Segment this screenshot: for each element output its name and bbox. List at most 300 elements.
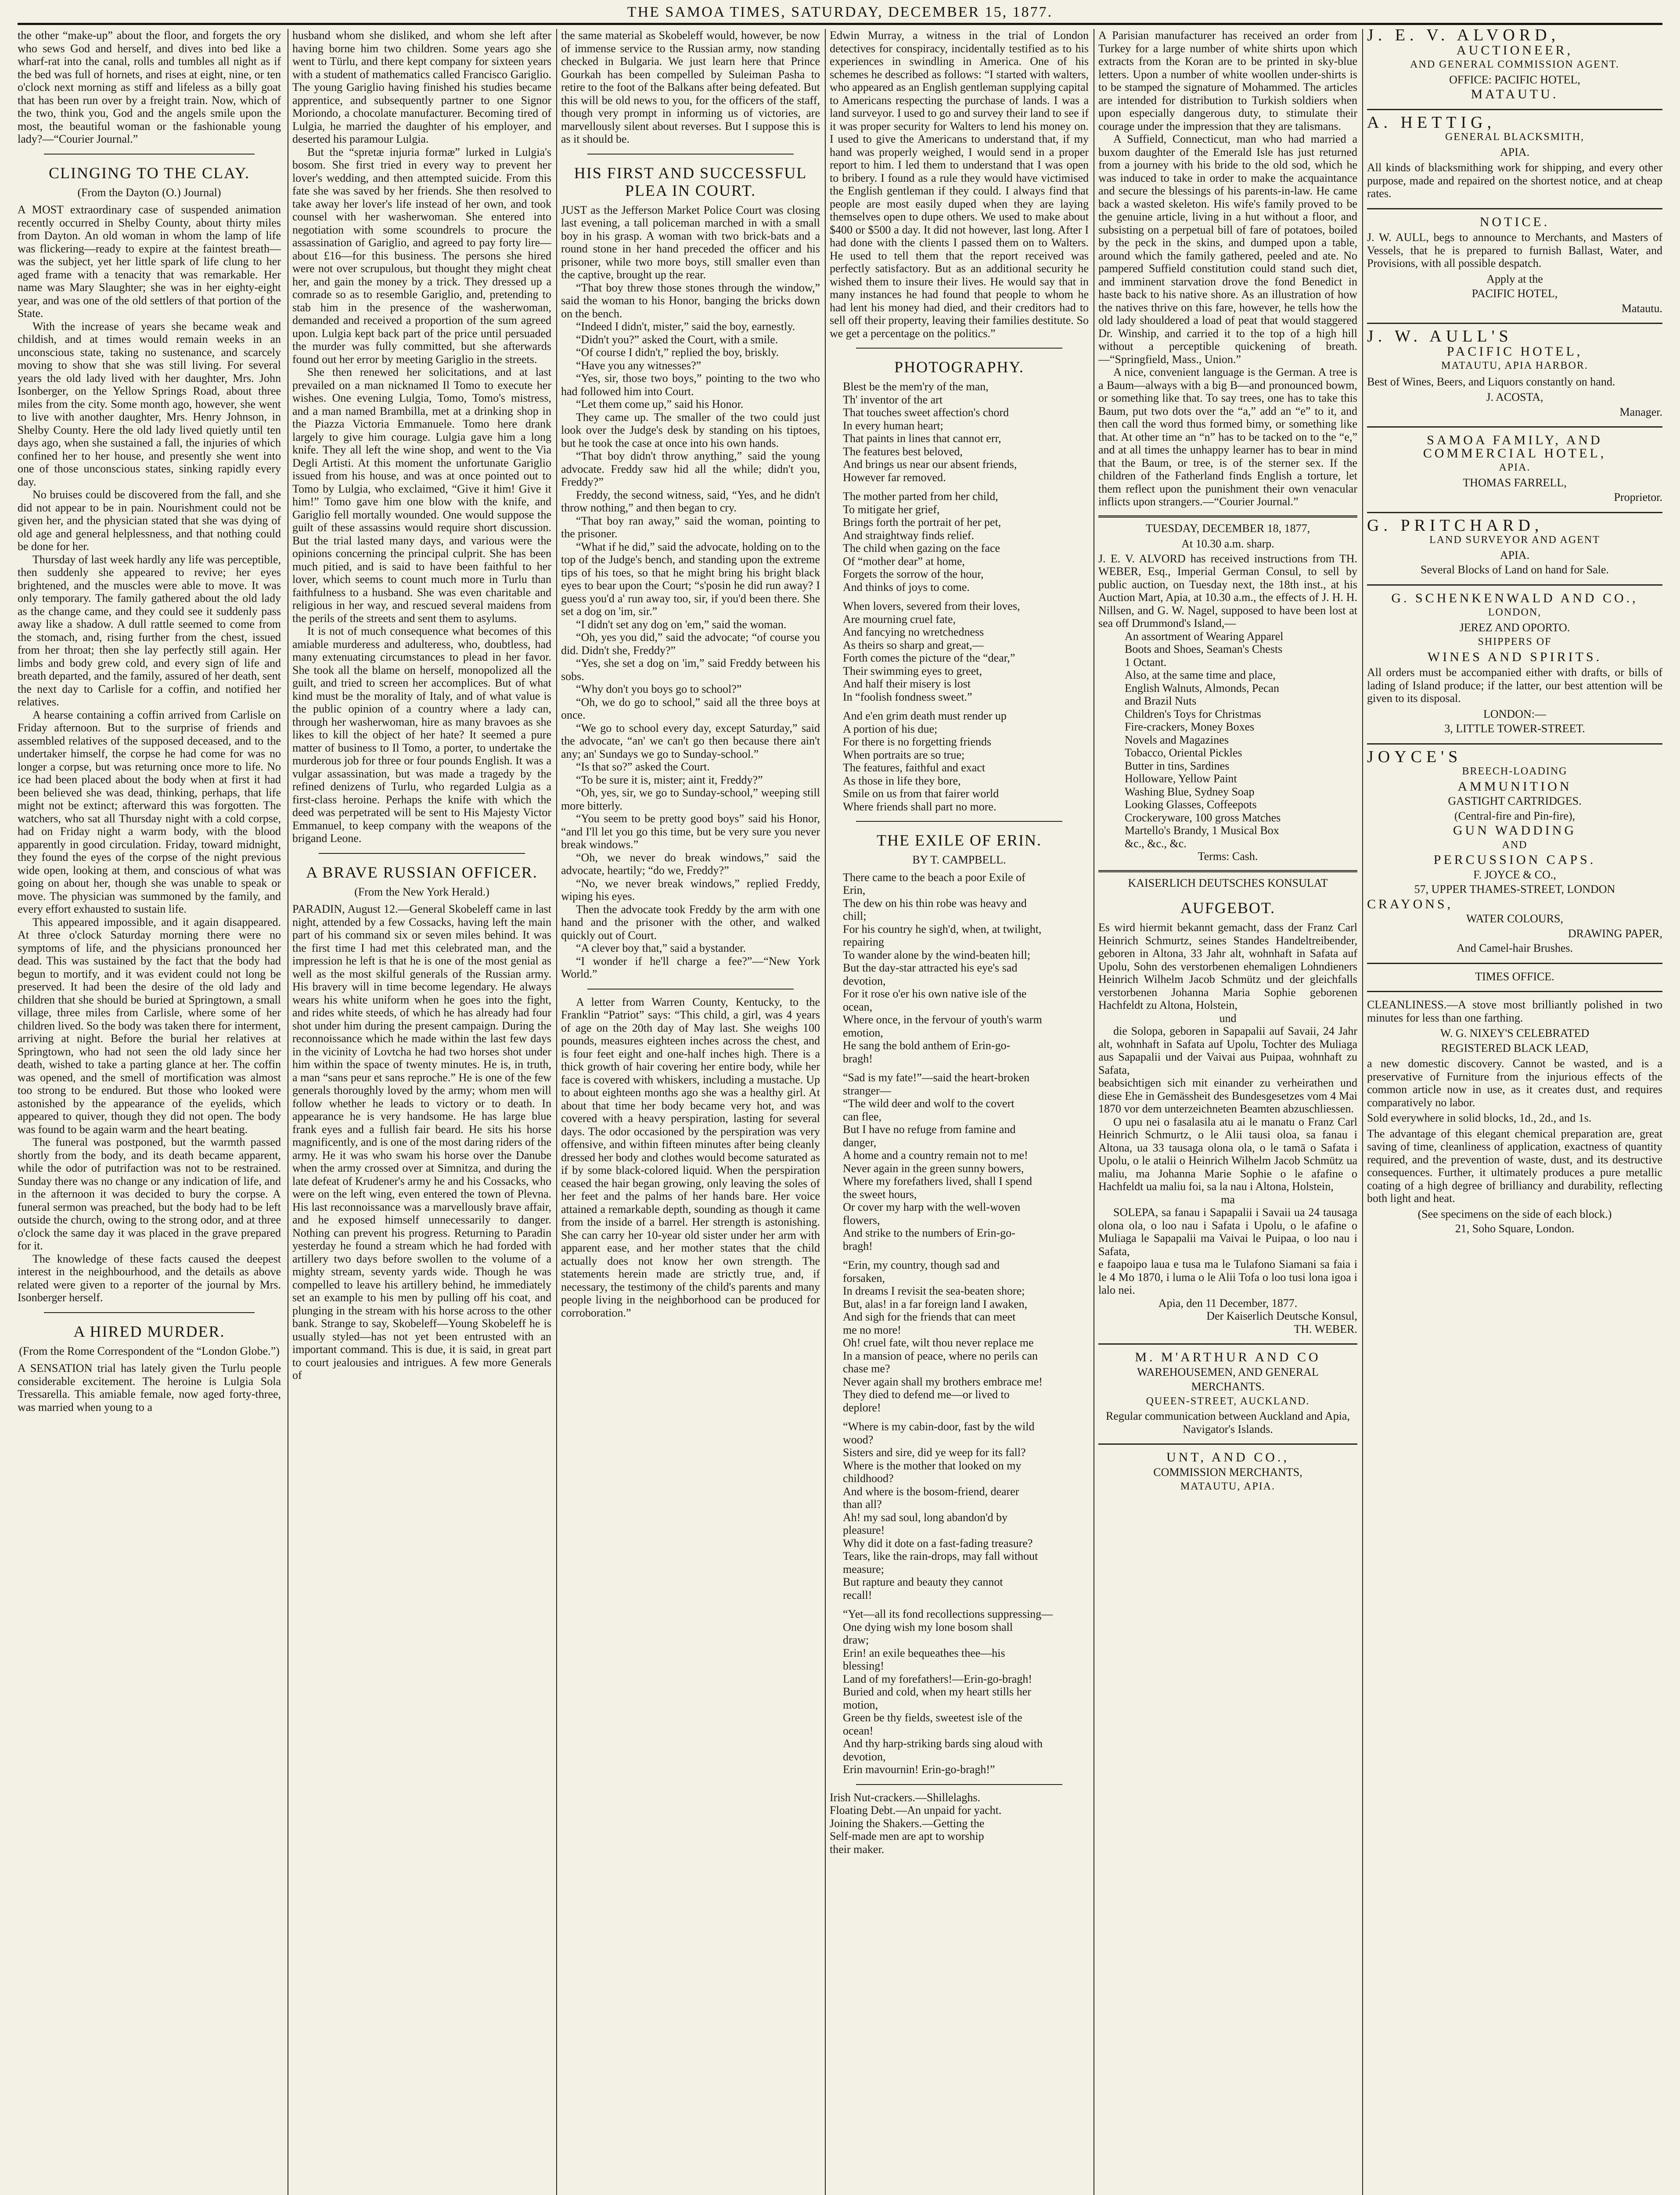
poem-title: THE EXILE OF ERIN.: [877, 831, 1042, 849]
divider: [1098, 1443, 1357, 1445]
sale-item: Martello's Brandy, 1 Musical Box: [1125, 824, 1279, 837]
ad-line: PERCUSSION CAPS.: [1433, 853, 1596, 867]
verse-line: devotion,: [843, 1750, 886, 1763]
ad-name: J. E. V. ALVORD,: [1367, 29, 1560, 44]
ad-line: AMMUNITION: [1457, 779, 1572, 794]
paragraph: “To be sure it is, mister; aint it, Freddy?”: [576, 773, 763, 786]
verse-line: That paints in lines that cannot err,: [843, 432, 1001, 445]
ad-text: CLEANLINESS.—A stove most brilliantly polished in two minutes for less than one farthing.: [1367, 998, 1662, 1024]
paragraph: They came up. The smaller of the two could just look over the Judge's desk by standing on his tiptoes, but he took the case at once into his own hands.: [561, 410, 820, 450]
ad-text: All kinds of blacksmithing work for shipping, and every other purpose, made and repaired on the shortest notice, and at cheap rates.: [1367, 161, 1662, 200]
ad-line: PACIFIC HOTEL,: [1471, 287, 1558, 300]
verse-line: But, alas! in a far foreign land I awaken,: [843, 1297, 1028, 1310]
divider: [1367, 991, 1662, 992]
article-source: (From the Dayton (O.) Journal): [77, 186, 221, 199]
stanza: [843, 1259, 1089, 1414]
ad-line: AUCTIONEER,: [1456, 43, 1573, 58]
verse-line: Buried and cold, when my heart stills her: [843, 1685, 1031, 1698]
signature-place: Apia, den 11 December, 1877.: [1158, 1296, 1298, 1310]
paragraph: “Oh, we never do break windows,” said the advocate, heartily; “do we, Freddy?”: [561, 851, 820, 877]
verse-line: Of “mother dear” at home,: [843, 554, 965, 568]
verse-line: ocean,: [843, 1000, 873, 1013]
ad-line: REGISTERED BLACK LEAD,: [1441, 1041, 1589, 1054]
divider: [1367, 208, 1662, 209]
ad-line: AND: [1502, 839, 1528, 851]
sale-item: Washing Blue, Sydney Soap: [1125, 785, 1255, 798]
verse-line: And strike to the numbers of Erin-go-: [843, 1227, 1015, 1239]
ad-address: 21, Soho Square, London.: [1455, 1222, 1575, 1235]
conjunction: und: [1219, 1011, 1237, 1025]
article-source: (From the Rome Correspondent of the “London Globe.”): [19, 1344, 280, 1357]
ad-text: J. W. AULL, begs to announce to Merchants, and Masters of Vessels, that he is prepared to furnish Ballast, Water, and Provisions, with all possible despatch.: [1367, 231, 1662, 270]
sale-notice: J. E. V. ALVORD has received instructions from TH. WEBER, Esq., Imperial German Consul, to sell by public auction, on Tuesday next, the 18th inst., at his Auction Mart, Apia, at 10.30 a.m., the effects of J. H. H. Nillsen, and G. W. Nagel, supposed to have been lost at sea off Drummond's Island,—: [1098, 552, 1357, 630]
ad-schenkenwald: [1367, 592, 1662, 735]
masthead-rule: [18, 23, 1662, 25]
ad-line: GUN WADDING: [1453, 823, 1577, 838]
column-rule: [556, 29, 557, 2195]
verse-line: childhood?: [843, 1472, 894, 1485]
verse-line: pleasure!: [843, 1524, 885, 1536]
verse-line: Tears, like the rain-drops, may fall without: [843, 1550, 1038, 1562]
ad-name: G. SCHENKENWALD AND CO.,: [1391, 590, 1638, 605]
verse-line: bragh!: [843, 1052, 873, 1065]
verse-line: And where is the bosom-friend, dearer: [843, 1485, 1019, 1498]
verse-line: me no more!: [843, 1323, 901, 1336]
ad-pritchard: [1367, 516, 1662, 576]
ad-text: a new domestic discovery. Cannot be wasted, and is a preservative of Furniture from the injurious effects of the common article now in use, as it creates dust, and requires comparatively no labor.: [1367, 1057, 1662, 1109]
ad-line: Manager.: [1619, 405, 1662, 418]
paragraph: Thursday of last week hardly any life was perceptible, then suddenly she appeared to revive; her eyes brightened, and the muscles were able to move. It was only temporary. The family gathered about the old lady as the change came, and they could see it suddenly pass away like a shadow. A dull rattle seemed to come from the stomach, and, rising further from the chest, issued from her throat; then she lay perfectly still again. Her limbs and body grew cold, and every sign of life and breath departed, and the family, assured of her death, sent the next day to Carlisle for a coffin, and notified her relatives.: [18, 553, 281, 708]
verse-line: Th' inventor of the art: [843, 393, 943, 406]
sale-item: Butter in tins, Sardines: [1125, 759, 1230, 772]
samoan-notice: SOLEPA, sa fanau i Sapapalii i Savaii ua 24 tausaga olona ola, o loo nau i Safata i Upolu, o le afafine o Muliaga le Sapapalii ma Vaivai le Puipaa, o loo nau i Safata,: [1098, 1206, 1357, 1258]
ad-line: (See specimens on the side of each block.): [1417, 1207, 1612, 1220]
ad-times-office: [1367, 970, 1662, 983]
german-notice: Es wird hiermit bekannt gemacht, dass der Franz Carl Heinrich Schmurtz, seines Standes Handeltreibender, geboren in Altona, 33 Jahr alt, wohnhaft in Safata auf Upolu, Sohn des verstorbenen ehemaligen Lohndieners Heinrich Wilhelm Jacob Schmütz und der gleichfalls verstorbenen Johanna Maria Sophie geborenen Hachfeldt zu Altona, Holstein,: [1098, 921, 1357, 1011]
verse-line: And thy harp-striking bards sing aloud with: [843, 1737, 1043, 1750]
ad-address: MATAUTU, APIA.: [1180, 1481, 1276, 1492]
article-clinging: [18, 203, 281, 1304]
verse-line: chase me?: [843, 1362, 890, 1375]
paragraph: “You seem to be pretty good boys” said his Honor, “and I'll let you go this time, but be very sure you never break windows.”: [561, 812, 820, 851]
article-continuation: [18, 29, 281, 146]
verse-line: Are mourning cruel fate,: [843, 612, 956, 626]
german-notice: die Solopa, geboren in Sapapalii auf Savaii, 24 Jahr alt, wohnhaft in Safata auf Upolu, Tochter des Muliaga aus Sapapalii und der Vaivai aus Puipaa, wohnhaft zu Safata,: [1098, 1025, 1357, 1076]
ad-name: UNT, AND CO.,: [1166, 1450, 1289, 1465]
verse-line: But I have no refuge from famine and: [843, 1123, 1016, 1136]
poem-exile: [843, 871, 1089, 1776]
paragraph: The knowledge of these facts caused the deepest interest in the neighbourhood, and the details as above related were given to a reporter of the journal by Mrs. Isonberger herself.: [18, 1252, 281, 1304]
verse-line: To wander alone by the wind-beaten hill;: [843, 948, 1031, 961]
sale-item: Boots and Shoes, Seaman's Chests: [1125, 643, 1283, 655]
sale-date: TUESDAY, DECEMBER 18, 1877,: [1145, 522, 1310, 535]
ad-crayons: [1367, 898, 1662, 955]
column-1: [18, 29, 281, 2195]
ad-aull: [1367, 327, 1662, 418]
paragraph: “Oh, yes you did,” said the advocate; “of course you did. Didn't she, Freddy?”: [561, 631, 820, 657]
ad-joyce: [1367, 747, 1662, 896]
article-plea: [561, 204, 820, 981]
paragraph: “Why don't you boys go to school?”: [576, 683, 742, 695]
verse-line: stranger—: [843, 1084, 891, 1097]
verse-line: One dying wish my lone bosom shall: [843, 1620, 1013, 1634]
stanza: [843, 871, 1089, 1065]
paragraph: “A clever boy that,” said a bystander.: [576, 942, 746, 954]
verse-line: Forth comes the picture of the “dear,”: [843, 651, 1015, 664]
verse-line: Blest be the mem'ry of the man,: [843, 380, 989, 393]
ad-line: LONDON,: [1488, 607, 1542, 618]
sale-item: Tobacco, Oriental Pickles: [1125, 746, 1242, 759]
ad-line: Matautu.: [1621, 302, 1662, 315]
verse-line: As those in life they bore,: [843, 774, 961, 787]
verse-line: And fancying no wretchedness: [843, 626, 984, 638]
ad-text: All orders must be accompanied either with drafts, or bills of lading of Island produce; if the latter, our best attention will be given to its disposal.: [1367, 666, 1662, 705]
poem-photography: [843, 380, 1089, 813]
ad-name: G. PRITCHARD,: [1367, 516, 1543, 535]
divider: [1367, 512, 1662, 513]
verse-line: Forgets the sorrow of the hour,: [843, 568, 984, 580]
ad-line: 57, UPPER THAMES-STREET, LONDON: [1414, 883, 1615, 896]
sale-item: Crockeryware, 100 gross Matches: [1125, 811, 1281, 824]
ad-line: JEREZ AND OPORTO.: [1459, 621, 1570, 634]
stanza: [843, 1420, 1089, 1601]
verse-line: And brings us near our absent friends,: [843, 458, 1017, 471]
article-title: CLINGING TO THE CLAY.: [48, 164, 250, 182]
paragraph: A MOST extraordinary case of suspended animation recently occurred in Shelby County, about thirty miles from Dayton. An old woman in whom the lamp of life was flickering—ready to expire at the faintest breath—was the subject, yet her little spark of life clung to her aged frame with a tenacity that was remarkable. Her name was Mary Slaughter; she was in her eighty-eight year, and was one of the old settlers of that portion of the State.: [18, 203, 281, 320]
ad-line: LAND SURVEYOR AND AGENT: [1429, 534, 1600, 546]
verse-line: For his country he sigh'd, when, at twilight,: [843, 922, 1042, 936]
short-item: Floating Debt.—An unpaid for yacht.: [830, 1804, 1002, 1817]
samoan-notice: O upu nei o fasalasila atu ai le manatu o Franz Carl Heinrich Schmurtz, o le Alii tausi oloa, sa fanau i Altona, ua 33 tausaga olona ola, o le tamā o Safata i Upolu, o le atalii o Heinrich Wilhelm Jacob Schmütz ua maliu, ma Johanna Marie Sophie o le afafine o Hachfeldt ua maliu foi, sa la nau i Altona, Holstein,: [1098, 1115, 1357, 1193]
stanza: [843, 490, 1089, 594]
verse-line: They died to defend me—or lived to: [843, 1388, 1010, 1401]
ad-line: Regular communication between Auckland and Apia, Navigator's Islands.: [1106, 1410, 1350, 1436]
stanza: [843, 600, 1089, 703]
paragraph: A SENSATION trial has lately given the Turlu people considerable excitement. The heroine is Lulgia Sola Tressarella. This amiable female, now aged forty-three, was married when young to a: [18, 1362, 281, 1414]
verse-line: Their swimming eyes to greet,: [843, 664, 982, 677]
verse-line: Erin! an exile bequeathes thee—his: [843, 1646, 1005, 1659]
paragraph: “What if he did,” said the advocate, holding on to the top of the Judge's bench, and standing upon the extreme tips of his toes, so that he might bring his bright black eyes to bear upon the Court; “s'posin he did run away? I guess you'd a' run away too, sir, if you'd been there. She set a dog on 'im, sir.”: [561, 540, 820, 618]
ad-line: COMMISSION MERCHANTS,: [1153, 1465, 1302, 1479]
konsulat-title: KAISERLICH DEUTSCHES KONSULAT: [1128, 876, 1328, 889]
ad-alvord: [1367, 29, 1662, 101]
divider: [856, 1784, 1062, 1785]
ad-line: PACIFIC HOTEL,: [1446, 344, 1583, 359]
verse-line: But rapture and beauty they cannot: [843, 1576, 1003, 1588]
divider: [1098, 515, 1357, 518]
paragraph: “Oh, yes, sir, we go to Sunday-school,” weeping still more bitterly.: [561, 786, 820, 812]
verse-line: blessing!: [843, 1659, 884, 1672]
verse-line: repairing: [843, 936, 884, 948]
verse-line: Where is the mother that looked on my: [843, 1459, 1022, 1472]
verse-line: However far removed.: [843, 471, 946, 484]
stanza: [843, 1071, 1089, 1252]
paragraph: “Let them come up,” said his Honor.: [576, 398, 744, 410]
paragraph: “Oh, we do go to school,” said all the three boys at once.: [561, 695, 820, 721]
conjunction: ma: [1221, 1193, 1235, 1206]
verse-line: To mitigate her grief,: [843, 503, 940, 516]
divider: [587, 154, 794, 155]
divider: [856, 348, 1062, 349]
signature-office: Der Kaiserlich Deutsche Konsul,: [1206, 1310, 1357, 1322]
paragraph: The funeral was postponed, but the warmth passed shortly from the body, and its death became apparent, while the odor of putrifaction was not to be restrained. Sunday there was no change or any indication of life, and in the afternoon it was decided to bury the corpse. A funeral sermon was preached, but the body had to be left outside the church, owing to the strong odor, and at three o'clock the same day it was placed in the grave prepared for it.: [18, 1136, 281, 1252]
verse-line: “Sad is my fate!”—said the heart-broken: [843, 1071, 1030, 1084]
ad-text: Best of Wines, Beers, and Liquors constantly on hand.: [1367, 375, 1615, 388]
ad-line: WAREHOUSEMEN, AND GENERAL: [1137, 1365, 1319, 1378]
column-4: [830, 29, 1089, 2195]
verse-line: Never again shall my brothers embrace me!: [843, 1375, 1043, 1388]
short-item: Self-made men are apt to worship: [830, 1830, 984, 1842]
paragraph: Freddy, the second witness, said, “Yes, and he didn't throw nothing,” and then began to cry.: [561, 488, 820, 514]
paragraph: She then renewed her solicitations, and at last prevailed on a man nicknamed Il Tomo to execute her wishes. One evening Lulgia, Tomo, Tomo's mistress, and a man named Brambilla, met at a drinking shop in the Piazza Victoria Emmanuele. Tomo here drank largely to give him courage. Lulgia gave him a long knife. They all left the wine shop, and went to the Via Degli Artisti. At this moment the unfortunate Gariglio issued from his house, and was at once pointed out to Tomo by Lulgia, who exclaimed, “Give it him! Give it him!” Tomo gave him one blow with the knife, and Gariglio fell mortally wounded. One would suppose the guilt of these assassins would require short discussion. But the trial lasted many days, and various were the opinions concerning the principal culprit. She has been much pitied, and is said to have been faithful to her lover, which seems to count much more in Turlu than faithfulness to a husband. She was even charitable and religious in her way, and rescued several maidens from the perils of the streets and sent them to asylums.: [292, 366, 551, 625]
ad-line: APIA.: [1499, 462, 1531, 473]
ad-name: SAMOA FAMILY, AND COMMERCIAL HOTEL,: [1423, 433, 1607, 461]
ad-line: GASTIGHT CARTRIDGES.: [1448, 795, 1582, 807]
paragraph: This appeared impossible, and it again disappeared. At three o'clock Saturday morning there were no symptoms of life, and the physicians pronounced her dead. This was sustained by the fact that the body had begun to mortify, and it was evident could not long be preserved. It had been the desire of the old lady and children that she should be buried at Springtown, a small village, three miles from Carlisle, where some of her children lived. So the body was taken there for interment, arriving at night. Before the burial her relatives at Springtown, who had not seen the old lady since her death, wished to take a parting glance at her. The coffin was opened, and the smell of mortification was almost too strong to be endured. But those who looked were astonished by the appearance of the eyelids, which appeared to quiver, though they did not open. The body was found to be again warm and the heart beating.: [18, 915, 281, 1136]
paragraph: “I didn't set any dog on 'em,” said the woman.: [576, 618, 787, 631]
verse-line: Or cover my harp with the well-woven: [843, 1201, 1021, 1213]
verse-line: ocean!: [843, 1724, 874, 1737]
verse-line: bragh!: [843, 1239, 873, 1252]
german-notice: beabsichtigen sich mit einander zu verheirathen und diese Ehe in Gemässheit des Bundesgesetzes vom 4 Mai 1870 vor dem unterzeichneten Beamten abzuschliessen.: [1098, 1076, 1357, 1115]
verse-line: But the day-star attracted his eye's sad: [843, 961, 1018, 974]
verse-line: chill;: [843, 910, 867, 922]
ad-line: J. ACOSTA,: [1486, 391, 1543, 403]
ad-text: The advantage of this elegant chemical preparation are, great saving of time, cleanliness of application, exactness of quantity required, and the prevention of waste, dust, and its destructive consequences. Further, it ultimately produces a pure metallic coating of a high degree of brilliancy and durability, reflecting both light and heat.: [1367, 1127, 1662, 1205]
paragraph: “That boy ran away,” said the woman, pointing to the prisoner.: [561, 514, 820, 540]
ad-line: F. JOYCE & CO.,: [1473, 868, 1556, 881]
verse-line: And e'en grim death must render up: [843, 709, 1007, 722]
article-title: A HIRED MURDER.: [73, 1322, 225, 1340]
verse-line: He sang the bold anthem of Erin-go-: [843, 1039, 1011, 1052]
verse-line: Never again in the green sunny bowers,: [843, 1162, 1024, 1175]
column-3: [561, 29, 820, 2195]
paragraph: “Is that so?” asked the Court.: [576, 760, 710, 773]
verse-line: For there is no forgetting friends: [843, 735, 992, 748]
verse-line: flowers,: [843, 1213, 880, 1227]
sale-terms: Terms: Cash.: [1198, 850, 1258, 863]
divider: [856, 821, 1062, 822]
ad-line: MATAUTU.: [1471, 87, 1559, 101]
verse-line: Brings forth the portrait of her pet,: [843, 516, 1001, 529]
divider: [1367, 743, 1662, 745]
verse-line: And thinks of joys to come.: [843, 580, 970, 594]
stanza: [843, 709, 1089, 813]
column-2: [292, 29, 551, 2195]
verse-line: The dew on his thin robe was heavy and: [843, 896, 1027, 910]
ad-samoa-hotel: [1367, 434, 1662, 504]
paragraph: “That boy threw those stones through the window,” said the woman to his Honor, banging the bricks down on the bench.: [561, 281, 820, 320]
short-item: Joining the Shakers.—Getting the: [830, 1817, 985, 1830]
verse-line: That touches sweet affection's chord: [843, 406, 1009, 419]
sale-item: Fire-crackers, Money Boxes: [1125, 720, 1255, 733]
divider: [1367, 109, 1662, 110]
sale-item: An assortment of Wearing Apparel: [1125, 630, 1284, 643]
paragraph: A Suffield, Connecticut, man who had married a buxom daughter of the Emerald Isle has just returned from a journey with his bride to the old sod, which he was induced to take in order to make the acquaintance and secure the blessings of his parents-in-law. He came back a wasted skeleton. His wife's family proved to be the genuine article, living in a hut without a floor, and subsisting on a perpetual bill of fare of potatoes, boiled by the peck in the skins, and dumped upon a table, around which the family gathered, peeled and ate. No pampered Suffield constitution could stand such diet, and imminent starvation drove the fond Benedict in haste back to his native shore. As an illustration of how the natives thrive on this fare, however, he tells how the old lady shouldered a load of peat that would staggered Dr. Winship, and carried it to the top of a high hill without a perceptible quickening of breath.—“Springfield, Mass., Union.”: [1098, 133, 1357, 366]
masthead: THE SAMOA TIMES, SATURDAY, DECEMBER 15, 1877.: [627, 4, 1053, 20]
ad-line: WINES AND SPIRITS.: [1427, 649, 1602, 664]
paragraph: husband whom she disliked, and whom she left after having borne him two children. Some years ago she went to Türlu, and there kept company for sixteen years with a student of mathematics called Francisco Gariglio. The young Gariglio having finished his studies became apprentice, and subsequently partner to one Signor Moriondo, a chocolate manufacturer. Becoming tired of Lulgia, he married the daughter of his employer, and deserted his paramour Lulgia.: [292, 29, 551, 145]
verse-line: In “foolish fondness sweet.”: [843, 690, 972, 703]
ad-name: CRAYONS,: [1367, 896, 1453, 911]
paragraph: the other “make-up” about the floor, and forgets the ory who sews God and herself, and dives into bed like a wharf-rat into the canal, rolls and tumbles all night as if the bed was full of hornets, and rises at eight, nine, or ten o'clock next morning as stiff and lifeless as a billy goat that has been run over by a freight train. Now, which of the two, think you, God and the angels smile upon the most, the beautiful woman or the fashionable young lady?—“Courier Journal.”: [18, 29, 281, 145]
verse-line: Where my forefathers lived, shall I spend: [843, 1175, 1032, 1187]
column-rule: [825, 29, 826, 2195]
paragraph: “Indeed I didn't, mister,” said the boy, earnestly.: [576, 320, 795, 333]
short-item: Irish Nut-crackers.—Shillelaghs.: [830, 1791, 980, 1804]
column-6-ads: [1367, 29, 1662, 2195]
verse-line: motion,: [843, 1698, 878, 1711]
aufgebot-title: AUFGEBOT.: [1180, 899, 1276, 917]
verse-line: The child when gazing on the face: [843, 542, 1000, 554]
ad-title: NOTICE.: [1479, 214, 1550, 229]
article-source: (From the New York Herald.): [354, 885, 489, 898]
sale-item: Novels and Magazines: [1125, 733, 1229, 746]
divider: [1098, 1343, 1357, 1345]
paragraph: “Of course I didn't,” replied the boy, briskly.: [576, 346, 779, 359]
divider: [319, 853, 525, 854]
paragraph: the same material as Skobeleff would, however, be now of immense service to the Russian army, now standing checked in Bulgaria. We just learn here that Prince Gourkah has been compelled by Suleiman Pasha to retire to the foot of the Balkans after being defeated. But this will be old news to you, for the officers of the staff, though very prompt in informing us of victories, are marvellously silent about reverses. But I suppose this is as it should be.: [561, 29, 820, 145]
verse-line: A portion of his due;: [843, 722, 938, 735]
verse-line: And straightway finds relief.: [843, 529, 974, 542]
verse-line: than all?: [843, 1498, 882, 1511]
ad-line: THOMAS FARRELL,: [1463, 476, 1567, 489]
samoan-notice: e faapoipo laua e tusa ma le Tulafono Siamani sa faia i le 4 Mo 1870, i luma o le Alii Tofa o loo tusi lona igoa i lalo nei.: [1098, 1258, 1357, 1296]
ad-name: M. M'ARTHUR AND CO: [1135, 1350, 1321, 1364]
verse-line: can flee,: [843, 1110, 882, 1123]
verse-line: “Erin, my country, though sad and: [843, 1259, 1000, 1271]
paragraph: A letter from Warren County, Kentucky, to the Franklin “Patriot” says: “This child, a girl, was 4 years of age on the 20th day of May last. She weighs 100 pounds, measures eighteen inches across the chest, and is four feet eight and one-half inches high. There is a thick growth of hair covering her entire body, while her face is covered with whiskers, including a mustache. Up to about eighteen months ago she was a healthy girl. At about that time her body became very hot, and was covered with a heavy perspiration, lasting for several days. The odor occasioned by the perspiration was very offensive, and within fifteen minutes after being cleanly dressed her body and clothes would become saturated as if by some black-colored liquid. When the perspiration ceased the hair began growing, only leaving the soles of her feet and the palms of her hands bare. Her voice attained a remarkable depth, sounding as though it came from the inside of a barrel. Her strength is astonishing. She can carry her 10-year old sister under her arm with apparent ease, and her mother states that the child actually does not know her own strength. The statements herein made are strictly true, and, if necessary, the testimony of the child's parents and many people living in the neighborhood can be produced for corroboration.”: [561, 995, 820, 1319]
paragraph: A Parisian manufacturer has received an order from Turkey for a large number of white shirts upon which extracts from the Koran are to be printed in sky-blue letters. Upon a number of white woollen under-shirts is to be stamped the signature of Mohammed. The articles are intended for distribution to Turkish soldiers when upon especially dangerous duty, to stimulate their courage under the impression that they are talismans.: [1098, 29, 1357, 133]
ad-text: Sold everywhere in solid blocks, 1d., 2d., and 1s.: [1367, 1112, 1592, 1124]
verse-line: Erin mavournin! Erin-go-bragh!”: [843, 1763, 995, 1776]
divider: [1367, 323, 1662, 324]
ad-line: MATAUTU, APIA HARBOR.: [1441, 360, 1588, 371]
paragraph: A nice, convenient language is the German. A tree is a Baum—always with a big B—and pronounced bowm, or something like that. To say trees, one has to take this Baum, put two dots over the “a,” add an “e” to it, and then call the word thus formed bimy, or something like that. At other time an “n” has to be tacked on to the “e,” and at all times the unhappy learner has to bear in mind that the Baum, or tree, is of the sterner sex. If the children of the Fatherland finds English a torture, let them reflect upon the punishment their own venacular inflicts upon strangers.—“Courier Journal.”: [1098, 366, 1357, 508]
sale-item: English Walnuts, Almonds, Pecan: [1125, 681, 1280, 694]
signature-name: TH. WEBER.: [1294, 1322, 1357, 1335]
verse-line: The mother parted from her child,: [843, 490, 998, 503]
ad-mcarthur: [1098, 1351, 1357, 1436]
verse-line: When lovers, severed from their loves,: [843, 600, 1020, 612]
ad-name: JOYCE'S: [1367, 747, 1462, 766]
verse-line: There came to the beach a poor Exile of: [843, 871, 1025, 884]
verse-line: The features best beloved,: [843, 445, 963, 458]
verse-line: And sigh for the friends that can meet: [843, 1310, 1016, 1323]
poem-title: PHOTOGRAPHY.: [894, 358, 1024, 376]
ad-line: W. G. NIXEY'S CELEBRATED: [1440, 1027, 1590, 1040]
ad-line: (Central-fire and Pin-fire),: [1454, 809, 1576, 822]
short-items: [830, 1791, 1089, 1856]
verse-line: When portraits are so true;: [843, 748, 965, 761]
column-5: [1098, 29, 1357, 2195]
ad-title: TIMES OFFICE.: [1475, 970, 1554, 983]
column-rule: [1362, 29, 1363, 2195]
verse-line: devotion,: [843, 974, 886, 987]
paragraph: No bruises could be discovered from the fall, and she did not appear to be in pain. Nourishment could not be given her, and the physician stated that she was dying of old age and general helplessness, and that nothing could be done for her.: [18, 488, 281, 553]
paragraph: A hearse containing a coffin arrived from Carlisle on Friday afternoon. But to the surprise of friends and assembled relatives of the supposed deceased, and to the undertaker himself, the corpse he had come for was no longer a corpse, but was returning once more to life. No ice had been placed about the body when at first it had been believed she was dead, thinking, perhaps, that life might not be extinct; afterward this was forgotten. The watchers, who sat all Thursday night with a cold corpse, had on Friday night a warm body, with the blood apparently in good circulation. Friday, toward midnight, they found the eyes of the corpse of the night previous wide open, looking at them, and conscious of what was going on about her, though she was unable to speak or move. The physician was summoned by the family, and every effort exhausted to sustain life.: [18, 708, 281, 915]
verse-line: Ah! my sad soul, long abandon'd by: [843, 1511, 1008, 1524]
paragraph: “That boy didn't throw anything,” said the young advocate. Freddy saw hid all the while; didn't you, Freddy?”: [561, 450, 820, 488]
ad-line: 3, LITTLE TOWER-STREET.: [1444, 722, 1585, 735]
stanza: [843, 1608, 1089, 1776]
sale-time: At 10.30 a.m. sharp.: [1181, 537, 1274, 550]
sale-item: and Brazil Nuts: [1125, 694, 1197, 707]
paragraph: “Have you any witnesses?”: [576, 359, 701, 372]
sale-items: [1125, 630, 1357, 850]
ad-notice: [1367, 216, 1662, 315]
paragraph: JUST as the Jefferson Market Police Court was closing last evening, a tall policeman marched in with a small boy in his grasp. A woman with two brick-bats and a round stone in her hand preceded the officer and his prisoner, while two more boys, still smaller even than the captive, brought up the rear.: [561, 203, 820, 281]
ad-text: Several Blocks of Land on hand for Sale.: [1421, 563, 1609, 576]
paragraph: It is not of much consequence what becomes of this amiable murderess and adulteress, who, doubtless, had many extenuating circumstances to plead in her favor. She took all the blame on herself, monopolized all the guilt, and tried to screen her accomplices. But of what kind must be the morality of Italy, and of what value is the public opinion of a country where a lady can, through her washerwoman, hire as many bravoes as she likes to kill the object of her hate? It seemed a pure matter of business to Il Tomo, a porter, to undertake the murderous job for three or four pounds English. It was a vulgar assassination, but was made a tragedy by the refined denizens of Turlu, who regarded Lulgia as a first-class heroine. Perhaps the knife with which the deed was perpetrated will be sent to His Majesty Victor Emmanuel, to keep company with the weapons of the brigand Leone.: [292, 625, 551, 845]
ad-line: BREECH-LOADING: [1462, 766, 1568, 777]
verse-line: Sisters and sire, did ye weep for its fall?: [843, 1446, 1026, 1459]
divider: [1367, 426, 1662, 428]
verse-line: measure;: [843, 1562, 884, 1576]
ad-line: WATER COLOURS,: [1466, 912, 1563, 925]
divider: [44, 154, 255, 155]
verse-line: Land of my forefathers!—Erin-go-bragh!: [843, 1672, 1032, 1685]
divider: [1367, 584, 1662, 586]
verse-line: In every human heart;: [843, 419, 943, 432]
sale-item: 1 Octant.: [1125, 655, 1167, 669]
sale-item: Looking Glasses, Coffeepots: [1125, 798, 1257, 811]
ad-address: QUEEN-STREET, AUCKLAND.: [1146, 1395, 1310, 1407]
verse-line: danger,: [843, 1136, 877, 1149]
paragraph: With the increase of years she became weak and childish, and at times would remain weeks in an unconscious state, taking no sustenance, and scarcely moving to show that she was still living. For several years the old lady lived with her daughter, Mrs. John Isonberger, on the Yellow Springs Road, about three miles from the city. Some month ago, however, she went to live with another daughter, Mrs. Henry Johnson, in Shelby County. Here the old lady lived quietly until ten days ago, when she sustained a fall, the injuries of which confined her to her house, and presently she went into one of those unconscious states, sinking rapidly every day.: [18, 320, 281, 488]
ad-line: And Camel-hair Brushes.: [1456, 942, 1573, 954]
ad-line: GENERAL BLACKSMITH,: [1445, 131, 1585, 143]
ad-line: Apply at the: [1486, 272, 1543, 285]
verse-line: Green be thy fields, sweetest isle of the: [843, 1711, 1022, 1724]
sale-item: Holloware, Yellow Paint: [1125, 772, 1237, 785]
verse-line: In a mansion of peace, where no perils can: [843, 1349, 1038, 1362]
verse-line: recall!: [843, 1588, 872, 1601]
verse-line: forsaken,: [843, 1271, 885, 1285]
divider: [1098, 870, 1357, 872]
ad-hettig: [1367, 113, 1662, 200]
ad-line: OFFICE: PACIFIC HOTEL,: [1449, 73, 1580, 86]
divider: [1367, 963, 1662, 964]
stanza: [843, 380, 1089, 484]
verse-line: “Where is my cabin-door, fast by the wild: [843, 1420, 1035, 1433]
verse-line: The features, faithful and exact: [843, 761, 986, 774]
article-title: A BRAVE RUSSIAN OFFICER.: [306, 863, 538, 881]
verse-line: Oh! cruel fate, wilt thou never replace me: [843, 1336, 1034, 1349]
paragraph: “No, we never break windows,” replied Freddy, wiping his eyes.: [561, 877, 820, 903]
ad-line: APIA.: [1500, 548, 1530, 561]
ad-line: AND GENERAL COMMISSION AGENT.: [1410, 59, 1619, 70]
ad-line: MERCHANTS.: [1191, 1380, 1265, 1393]
verse-line: As theirs so sharp and great,—: [843, 638, 984, 651]
ad-line: LONDON:—: [1483, 707, 1546, 720]
article-title: HIS FIRST AND SUCCESSFUL PLEA IN COURT.: [574, 164, 807, 199]
ad-hunt: [1098, 1451, 1357, 1493]
verse-line: the sweet hours,: [843, 1187, 917, 1201]
verse-line: Smile on us from that fairer world: [843, 787, 999, 800]
divider: [44, 1312, 255, 1313]
sale-item: Children's Toys for Christmas: [1125, 707, 1261, 720]
poem-author: BY T. CAMPBELL.: [912, 853, 1006, 866]
paragraph: Then the advocate took Freddy by the arm with one hand and the prisoner with the other, and walked quickly out of Court.: [561, 903, 820, 942]
paragraph: PARADIN, August 12.—General Skobeleff came in last night, attended by a few Cossacks, having left the main part of his command six or seven miles behind. It was the first time I had met this celebrated man, and the impression he left is that he is one of the most genial as well as the most skilful generals of the Russian army. His bravery will in time become legendary. He always wears his white uniform when he goes into the fight, and rides white steeds, of which he has already had four shot under him during the present campaign. During the reconnoissance which he made within the last few days in the vicinity of Lovtcha he had two horses shot under him within the space of twenty minutes. He is, in truth, a man “sans peur et sans reproche.” He is one of the few generals thoroughly loved by the army; whom men will follow whether he leads to victory or to death. In appearance he is very handsome. He has large blue frank eyes and a fullish fair beard. He sits his horse magnificently, and is one of the most daring riders of the army. He it was who swam his horse over the Danube when the army crossed over at Simnitza, and during the late defeat of Krudener's army he and his Cossacks, who were on the left wing, even entered the town of Plevna. His last reconnoissance was a marvellously brave affair, and he exposed himself unnecessarily to danger. Nothing can prevent his progress. Returning to Paradin yesterday he found a stream which he had forded with artillery two days before swollen to the volume of a mighty stream, seventy yards wide. Though he was compelled to leave his artillery behind, he immediately set an example to his men by pulling off his coat, and plunging in the stream with his horse across to the other bank. Strange to say, Skobeleff—Young Skobeleff he is usually styled—has not yet been entrusted with an important command. This is due, it is said, in great part to court jealousies and intrigues. A few more Generals of: [292, 903, 551, 1382]
paragraph: “We go to school every day, except Saturday,” said the advocate, “an' we can't go then because there ain't any; an' Sundays we go to Sunday-school.”: [561, 721, 820, 760]
verse-line: draw;: [843, 1634, 869, 1646]
divider: [587, 989, 794, 990]
verse-line: Erin,: [843, 884, 866, 896]
paragraph: “Yes, sir, those two boys,” pointing to the two who had followed him into Court.: [561, 372, 820, 398]
verse-line: “Yet—all its fond recollections suppressing—: [843, 1608, 1053, 1620]
